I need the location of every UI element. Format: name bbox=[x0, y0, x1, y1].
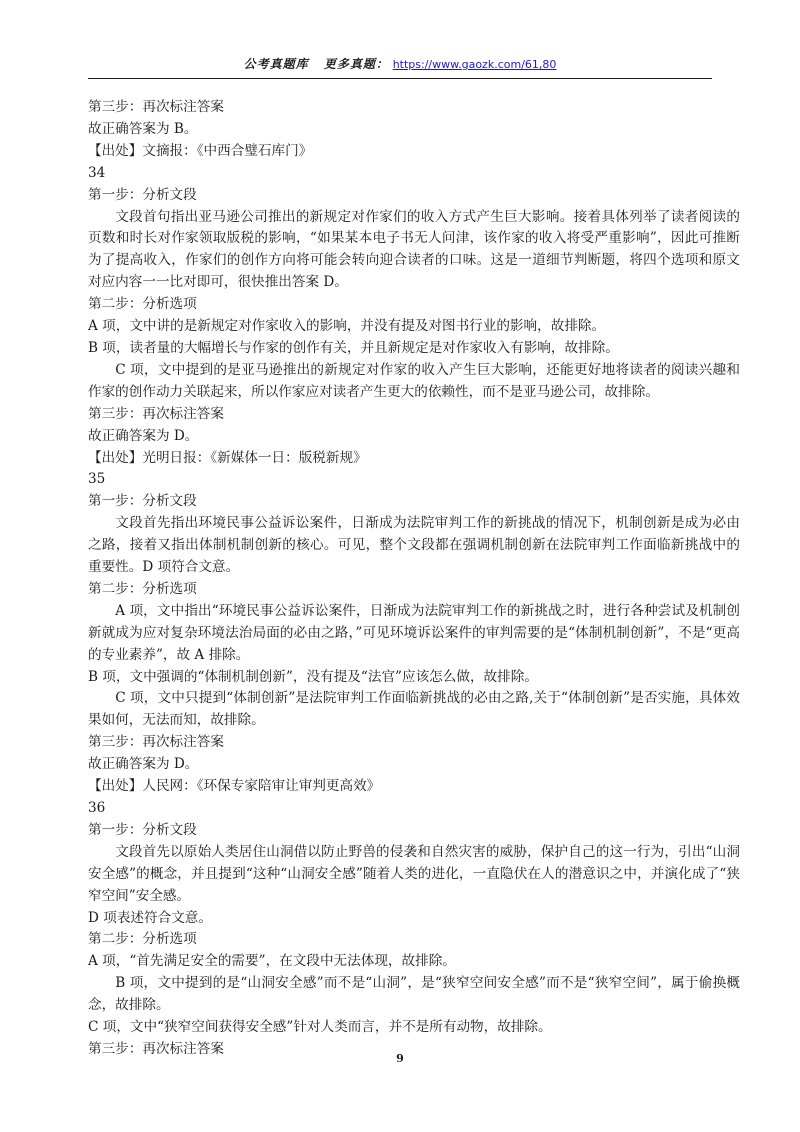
page-number: 9 bbox=[396, 1052, 404, 1065]
text-line: 故正确答案为 D。 bbox=[88, 756, 199, 773]
text-line: 第一步：分析文段 bbox=[88, 186, 197, 203]
text-line: D 项表述符合文意。 bbox=[88, 909, 212, 926]
text-line: 第三步：再次标注答案 bbox=[88, 734, 224, 751]
text-line: 【出处】人民网：《环保专家陪审让审判更高效》 bbox=[88, 778, 381, 795]
text-line: 第三步：再次标注答案 bbox=[88, 99, 224, 115]
text-line: 【出处】文摘报：《中西合璧石库门》 bbox=[88, 142, 313, 159]
question-number: 36 bbox=[88, 800, 106, 816]
header-more-label: 更多真题： bbox=[323, 57, 389, 71]
question-number: 35 bbox=[88, 471, 106, 488]
paragraph: B 项，文中提到的是“山洞安全感”而不是“山洞”，是“狭窄空间安全感”而不是“狭窄空间”，属于偷换概念，故排除。 bbox=[88, 975, 740, 1014]
paragraph: 文段首句指出亚马逊公司推出的新规定对作家们的收入方式产生巨大影响。接着具体列举了读者阅读的页数和时长对作家领取版税的影响，“如果某本电子书无人问津，该作家的收入将受严重影响”，因此可推断为了提高收入，作家们的创作方向将可能会转向迎合读者的口味。这是一道细节判断题，将四个选项和原文对应内容一一比对即可，很快推出答案 D。 bbox=[88, 208, 740, 291]
text-line: 故正确答案为 B。 bbox=[88, 120, 198, 137]
page-header bbox=[88, 56, 712, 79]
paragraph: C 项，文中提到的是亚马逊推出的新规定对作家的收入产生巨大影响，还能更好地将读者的阅读兴趣和作家的创作动力关联起来，所以作家应对读者产生更大的依赖性，而不是亚马逊公司，故排除。 bbox=[88, 361, 740, 400]
header-url-link[interactable]: https://www.gaozk.com/61,80 bbox=[392, 58, 557, 71]
paragraph: 文段首先指出环境民事公益诉讼案件，日渐成为法院审判工作的新挑战的情况下，机制创新是成为必由之路，接着又指出体制机制创新的核心。可见，整个文段都在强调机制创新在法院审判工作面临新挑战中的重要性。D 项符合文意。 bbox=[88, 515, 740, 576]
text-line: C 项，文中“狭窄空间获得安全感”针对人类而言，并不是所有动物，故排除。 bbox=[88, 1019, 552, 1036]
text-line: 第三步：再次标注答案 bbox=[88, 1040, 224, 1057]
text-line: A 项，文中讲的是新规定对作家收入的影响，并没有提及对图书行业的影响，故排除。 bbox=[88, 318, 606, 335]
text-line: A 项，“首先满足安全的需要”，在文段中无法体现，故排除。 bbox=[88, 953, 456, 970]
text-line: 第一步：分析文段 bbox=[88, 493, 197, 510]
text-line: 第三步：再次标注答案 bbox=[88, 405, 224, 422]
text-line: 第一步：分析文段 bbox=[88, 821, 197, 838]
text-line: 第二步：分析选项 bbox=[88, 931, 197, 948]
paragraph: A 项，文中指出“环境民事公益诉讼案件，日渐成为法院审判工作的新挑战之时，进行各种尝试及机制创新就成为应对复杂环境法治局面的必由之路，”可见环境诉讼案件的审判需要的是“体制机制创新”，不是“更高的专业素养”，故 A 排除。 bbox=[88, 602, 740, 663]
paragraph: C 项，文中只提到“体制创新”是法院审判工作面临新挑战的必由之路,关于“体制创新”是否实施，具体效果如何，无法而知，故排除。 bbox=[88, 690, 740, 729]
text-line: 【出处】光明日报：《新媒体一日：版税新规》 bbox=[88, 449, 367, 466]
text-line: 第二步：分析选项 bbox=[88, 296, 197, 313]
question-number: 34 bbox=[88, 164, 106, 181]
text-line: B 项，读者量的大幅增长与作家的创作有关，并且新规定是对作家收入有影响，故排除。 bbox=[88, 339, 619, 356]
text-line: 第二步：分析选项 bbox=[88, 580, 197, 597]
text-line: B 项，文中强调的“体制机制创新”，没有提及“法官”应该怎么做，故排除。 bbox=[88, 668, 538, 685]
document-body bbox=[88, 97, 740, 1061]
text-line: 故正确答案为 D。 bbox=[88, 427, 199, 444]
header-brand: 公考真题库 bbox=[243, 57, 309, 71]
paragraph: 文段首先以原始人类居住山洞借以防止野兽的侵袭和自然灾害的威胁，保护自己的这一行为，引出“山洞安全感”的概念，并且提到“这种“山洞安全感”随着人类的进化，一直隐伏在人的潜意识之中，并演化成了“狭窄空间”安全感。 bbox=[88, 843, 740, 904]
